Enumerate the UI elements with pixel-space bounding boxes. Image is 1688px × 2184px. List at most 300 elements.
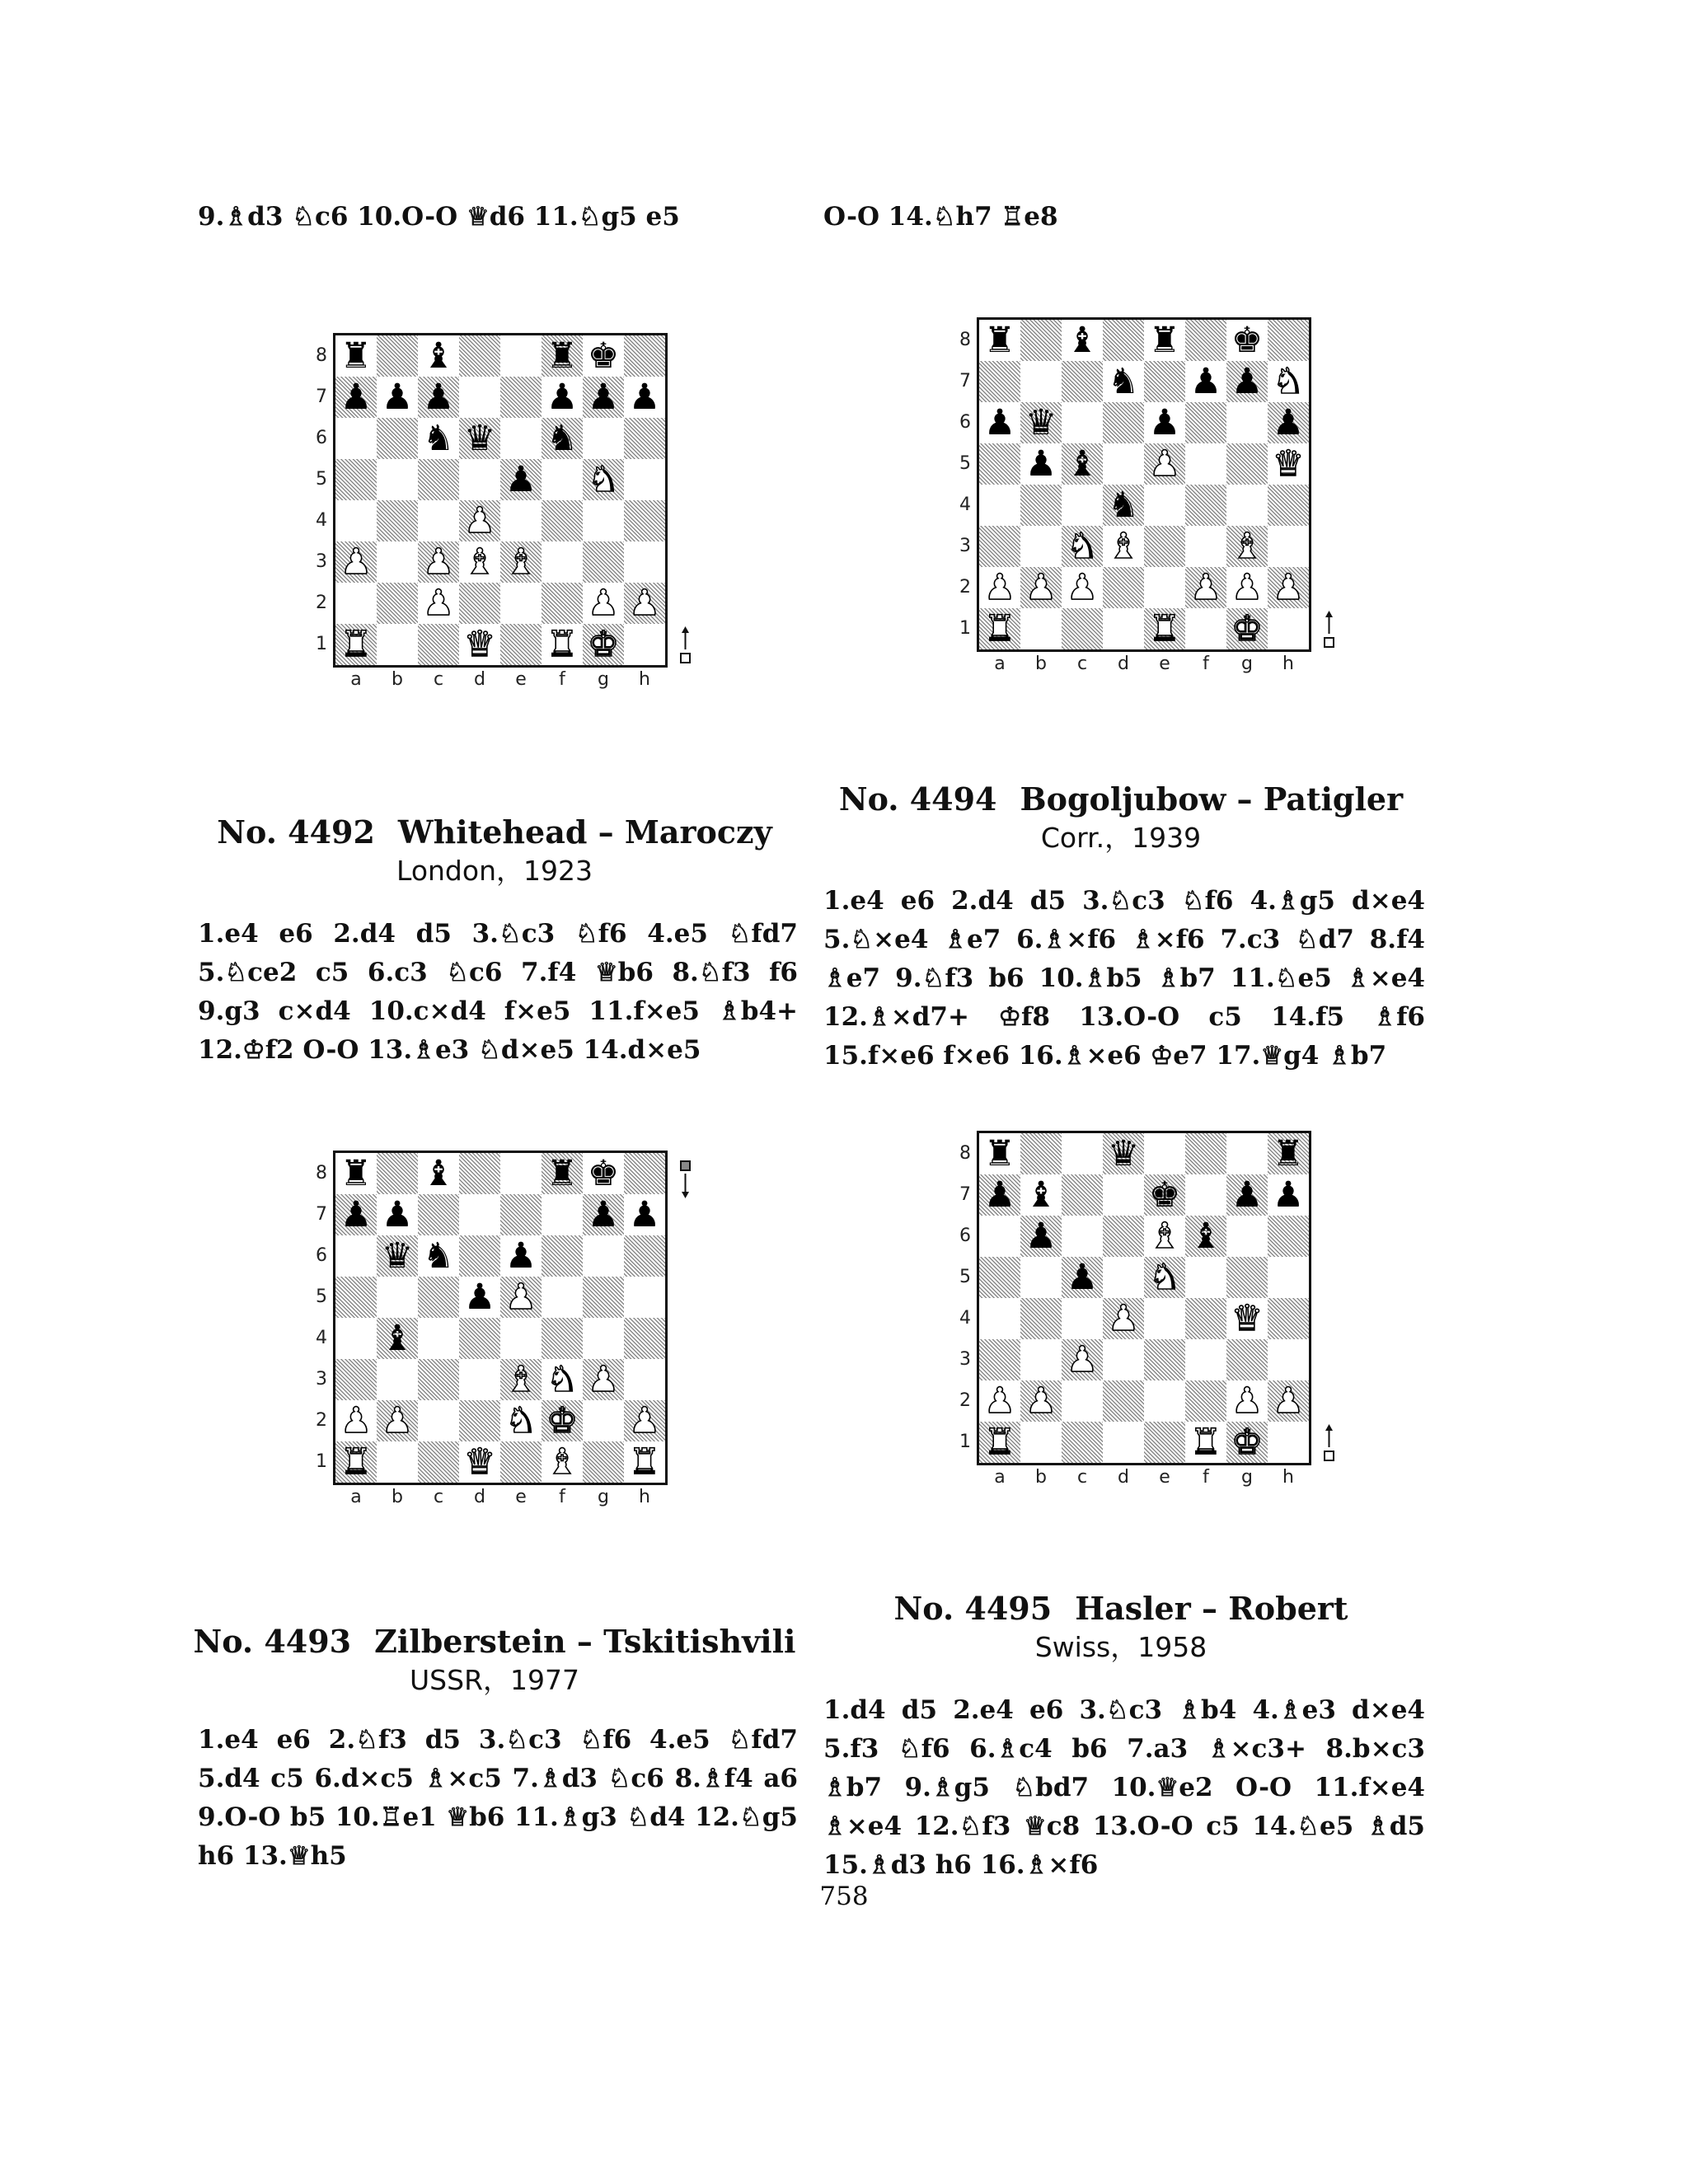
board-square-b5 (377, 459, 418, 500)
board-square-e7 (1144, 1174, 1185, 1216)
board-square-c8 (1062, 320, 1103, 361)
board-square-a3 (335, 1359, 377, 1400)
board-square-h6 (1268, 1216, 1309, 1257)
rank-label: 1 (316, 634, 327, 654)
game-title (808, 1589, 1434, 1629)
file-label: h (639, 1487, 650, 1507)
rank-label: 7 (316, 1204, 327, 1225)
white-pawn-icon: ♟ (1066, 1339, 1099, 1380)
board-square-c8 (418, 335, 459, 377)
rank-label: 8 (316, 345, 327, 366)
chess-board (333, 333, 668, 668)
white-pawn-icon: ♟ (1066, 567, 1099, 608)
board-square-a8 (335, 335, 377, 377)
file-label: b (392, 1487, 403, 1507)
board-square-b6 (377, 418, 418, 459)
board-square-f7 (1185, 361, 1226, 402)
page-number: 758 (819, 1882, 869, 1911)
board-square-b7 (1020, 1174, 1062, 1216)
white-to-move-icon (678, 626, 694, 664)
white-pawn-icon: ♟ (628, 583, 661, 624)
file-label: a (350, 1487, 362, 1507)
white-pawn-icon: ♟ (983, 567, 1016, 608)
game-moves: 1.d4 d5 2.e4 e6 3.♘c3 ♗b4 4.♗e3 d×e4 5.f3 ♘f6 6.♗c4 b6 7.a3 ♗×c3+ 8.b×c3 ♗b7 9.♗g5 ♘bd7 10.♕e2 O-O 11.f×e4 ♗×e4 12.♘f3 ♕c8 13.O-O c5 14.♘e5 ♗d5 15.♗d3 h6 16.♗×f6 (823, 1695, 1425, 1880)
board-square-c6 (418, 418, 459, 459)
board-square-g6 (1226, 1216, 1268, 1257)
board-square-a1 (335, 1441, 377, 1483)
black-pawn-icon: ♟ (340, 377, 373, 418)
board-square-b2 (1020, 1380, 1062, 1422)
board-square-g4 (1226, 485, 1268, 526)
black-pawn-icon: ♟ (1231, 1174, 1264, 1216)
white-pawn-icon: ♟ (587, 583, 620, 624)
board-square-a3 (979, 526, 1020, 567)
rank-label: 6 (959, 412, 971, 433)
board-square-f2 (542, 1400, 583, 1441)
board-square-a3 (979, 1339, 1020, 1380)
board-square-d8 (459, 335, 500, 377)
white-king-icon: ♚ (587, 624, 620, 665)
board-square-h7 (1268, 1174, 1309, 1216)
board-square-c7 (1062, 1174, 1103, 1216)
board-square-e6 (500, 418, 542, 459)
board-square-e6 (500, 1235, 542, 1277)
black-pawn-icon: ♟ (1189, 361, 1222, 402)
board-square-f5 (542, 1277, 583, 1318)
board-square-f3 (542, 1359, 583, 1400)
rank-label: 6 (316, 428, 327, 448)
black-pawn-icon: ♟ (422, 377, 455, 418)
black-pawn-icon: ♟ (1272, 402, 1305, 443)
black-knight-icon: ♞ (1107, 485, 1140, 526)
board-square-d6 (1103, 402, 1144, 443)
board-square-b1 (1020, 608, 1062, 649)
board-square-c8 (1062, 1133, 1103, 1174)
board-square-d8 (1103, 1133, 1144, 1174)
board-square-f1 (1185, 608, 1226, 649)
black-bishop-icon: ♝ (422, 1153, 455, 1194)
board-square-h3 (1268, 526, 1309, 567)
board-square-e2 (1144, 1380, 1185, 1422)
file-label: a (994, 654, 1006, 674)
white-bishop-icon: ♝ (1148, 1216, 1181, 1257)
game-title (181, 813, 808, 852)
board-square-d2 (1103, 1380, 1144, 1422)
board-square-e5 (500, 1277, 542, 1318)
white-pawn-icon: ♟ (1107, 1298, 1140, 1339)
white-rook-icon: ♜ (628, 1441, 661, 1483)
board-square-e1 (1144, 1422, 1185, 1463)
black-pawn-icon: ♟ (628, 377, 661, 418)
board-square-c1 (418, 1441, 459, 1483)
black-king-icon: ♚ (587, 1153, 620, 1194)
white-pawn-icon: ♟ (340, 1400, 373, 1441)
white-rook-icon: ♜ (983, 1422, 1016, 1463)
rank-label: 4 (316, 510, 327, 531)
rank-label: 1 (959, 618, 971, 639)
board-square-g6 (583, 1235, 624, 1277)
board-square-h1 (1268, 608, 1309, 649)
rank-label: 2 (316, 1410, 327, 1431)
white-pawn-icon: ♟ (1272, 567, 1305, 608)
rank-label: 4 (959, 1308, 971, 1329)
board-square-a8 (979, 320, 1020, 361)
board-square-h3 (1268, 1339, 1309, 1380)
board-square-a7 (335, 377, 377, 418)
board-square-f7 (542, 377, 583, 418)
game-players: Hasler – Robert (1075, 1590, 1348, 1627)
board-square-f1 (542, 624, 583, 665)
game-title (181, 1622, 808, 1661)
black-bishop-icon: ♝ (422, 335, 455, 377)
board-square-h3 (624, 541, 665, 583)
white-queen-icon: ♛ (463, 1441, 496, 1483)
black-pawn-icon: ♟ (1066, 1257, 1099, 1298)
board-square-g4 (583, 1318, 624, 1359)
continuation-right: O-O 14.♘h7 ♖e8 (823, 202, 1058, 232)
board-square-a8 (979, 1133, 1020, 1174)
board-square-g4 (583, 500, 624, 541)
board-square-d4 (1103, 485, 1144, 526)
black-rook-icon: ♜ (340, 1153, 373, 1194)
board-square-e1 (1144, 608, 1185, 649)
file-label: b (1035, 1467, 1047, 1488)
rank-label: 6 (959, 1226, 971, 1246)
board-square-c1 (418, 624, 459, 665)
rank-label: 6 (316, 1245, 327, 1266)
board-square-d4 (1103, 1298, 1144, 1339)
board-square-c4 (1062, 485, 1103, 526)
board-square-e3 (1144, 526, 1185, 567)
board-square-d3 (1103, 1339, 1144, 1380)
file-label: g (598, 1487, 609, 1507)
chess-diagram (957, 317, 1344, 678)
continuation-left: 9.♗d3 ♘c6 10.O-O ♕d6 11.♘g5 e5 (198, 202, 680, 232)
white-to-move-icon (1321, 1424, 1338, 1462)
board-square-a1 (335, 624, 377, 665)
board-square-h3 (624, 1359, 665, 1400)
board-square-h2 (624, 1400, 665, 1441)
rank-label: 5 (959, 1267, 971, 1287)
white-king-icon: ♚ (546, 1400, 579, 1441)
black-pawn-icon: ♟ (587, 377, 620, 418)
file-label: b (392, 669, 403, 690)
black-pawn-icon: ♟ (1231, 361, 1264, 402)
board-square-b2 (1020, 567, 1062, 608)
white-bishop-icon: ♝ (504, 1359, 537, 1400)
black-knight-icon: ♞ (546, 418, 579, 459)
board-square-d5 (1103, 1257, 1144, 1298)
rank-label: 7 (959, 371, 971, 391)
white-knight-icon: ♞ (1272, 361, 1305, 402)
white-pawn-icon: ♟ (1025, 1380, 1057, 1422)
black-rook-icon: ♜ (546, 335, 579, 377)
white-knight-icon: ♞ (587, 459, 620, 500)
rank-label: 5 (316, 469, 327, 490)
board-square-c1 (1062, 608, 1103, 649)
file-label: d (474, 669, 485, 690)
board-square-g3 (1226, 1339, 1268, 1380)
board-square-f2 (1185, 567, 1226, 608)
board-square-f1 (542, 1441, 583, 1483)
board-square-d6 (459, 418, 500, 459)
game-event: Swiss，1958 (1034, 1631, 1207, 1663)
rank-label: 8 (959, 1143, 971, 1164)
board-square-d2 (459, 583, 500, 624)
board-square-c4 (1062, 1298, 1103, 1339)
board-square-g1 (583, 624, 624, 665)
rank-label: 2 (316, 593, 327, 613)
black-bishop-icon: ♝ (1066, 443, 1099, 485)
board-square-g2 (583, 583, 624, 624)
board-square-d6 (1103, 1216, 1144, 1257)
white-pawn-icon: ♟ (1272, 1380, 1305, 1422)
board-square-f5 (1185, 443, 1226, 485)
white-rook-icon: ♜ (1148, 608, 1181, 649)
board-square-f5 (1185, 1257, 1226, 1298)
board-square-h7 (624, 1194, 665, 1235)
rank-label: 3 (316, 1369, 327, 1390)
board-square-f4 (542, 500, 583, 541)
board-square-h4 (624, 500, 665, 541)
board-square-d5 (459, 459, 500, 500)
board-square-b4 (1020, 1298, 1062, 1339)
board-square-h1 (1268, 1422, 1309, 1463)
board-square-g7 (1226, 361, 1268, 402)
board-square-d8 (459, 1153, 500, 1194)
board-square-a7 (979, 1174, 1020, 1216)
board-square-c5 (1062, 443, 1103, 485)
board-square-d7 (1103, 361, 1144, 402)
game-number: No. 4492 (217, 813, 375, 851)
black-king-icon: ♚ (1148, 1174, 1181, 1216)
board-square-b4 (377, 1318, 418, 1359)
board-square-f8 (1185, 320, 1226, 361)
board-square-a4 (335, 500, 377, 541)
rank-label: 5 (316, 1286, 327, 1307)
file-label: d (1118, 654, 1129, 674)
board-square-f8 (1185, 1133, 1226, 1174)
file-label: g (598, 669, 609, 690)
board-square-g7 (583, 377, 624, 418)
board-square-e6 (1144, 1216, 1185, 1257)
board-square-f4 (1185, 1298, 1226, 1339)
white-bishop-icon: ♝ (1107, 526, 1140, 567)
white-pawn-icon: ♟ (1231, 1380, 1264, 1422)
black-pawn-icon: ♟ (546, 377, 579, 418)
black-rook-icon: ♜ (983, 1133, 1016, 1174)
white-queen-icon: ♛ (1231, 1298, 1264, 1339)
board-square-g7 (583, 1194, 624, 1235)
board-square-g7 (1226, 1174, 1268, 1216)
black-pawn-icon: ♟ (340, 1194, 373, 1235)
board-square-b8 (377, 335, 418, 377)
board-square-d3 (459, 1359, 500, 1400)
rank-label: 3 (959, 1349, 971, 1370)
chess-diagram (313, 333, 701, 694)
file-label: c (1076, 1467, 1088, 1488)
board-square-a2 (335, 1400, 377, 1441)
board-square-g5 (583, 459, 624, 500)
black-rook-icon: ♜ (1272, 1133, 1305, 1174)
board-square-d3 (459, 541, 500, 583)
black-knight-icon: ♞ (422, 1235, 455, 1277)
black-pawn-icon: ♟ (463, 1277, 496, 1318)
board-square-c5 (418, 459, 459, 500)
board-square-c3 (1062, 1339, 1103, 1380)
board-square-f6 (542, 1235, 583, 1277)
board-square-h2 (1268, 567, 1309, 608)
white-pawn-icon: ♟ (463, 500, 496, 541)
board-square-e6 (1144, 402, 1185, 443)
board-square-d1 (1103, 1422, 1144, 1463)
board-square-c4 (418, 1318, 459, 1359)
board-square-g2 (1226, 567, 1268, 608)
board-square-h6 (1268, 402, 1309, 443)
board-square-h5 (1268, 443, 1309, 485)
board-square-e2 (500, 1400, 542, 1441)
board-square-b8 (377, 1153, 418, 1194)
white-bishop-icon: ♝ (463, 541, 496, 583)
black-to-move-icon (678, 1160, 694, 1198)
rank-label: 2 (959, 1390, 971, 1411)
board-square-h7 (1268, 361, 1309, 402)
board-square-h4 (1268, 1298, 1309, 1339)
black-rook-icon: ♜ (546, 1153, 579, 1194)
rank-label: 1 (959, 1432, 971, 1452)
board-square-b6 (1020, 1216, 1062, 1257)
board-square-g4 (1226, 1298, 1268, 1339)
board-square-f6 (542, 418, 583, 459)
white-pawn-icon: ♟ (1025, 567, 1057, 608)
board-square-a4 (335, 1318, 377, 1359)
board-square-d2 (459, 1400, 500, 1441)
game-header (808, 780, 1434, 857)
board-square-c6 (1062, 402, 1103, 443)
board-square-c6 (1062, 1216, 1103, 1257)
board-square-e2 (500, 583, 542, 624)
board-square-d7 (1103, 1174, 1144, 1216)
board-square-f4 (1185, 485, 1226, 526)
file-label: g (1241, 654, 1253, 674)
white-pawn-icon: ♟ (381, 1400, 414, 1441)
board-square-e4 (500, 500, 542, 541)
board-square-h1 (624, 624, 665, 665)
white-pawn-icon: ♟ (340, 541, 373, 583)
board-square-h8 (624, 1153, 665, 1194)
board-square-b5 (1020, 1257, 1062, 1298)
white-pawn-icon: ♟ (1189, 567, 1222, 608)
board-square-a2 (979, 1380, 1020, 1422)
board-square-c2 (1062, 567, 1103, 608)
white-rook-icon: ♜ (340, 1441, 373, 1483)
game-players: Zilberstein – Tskitishvili (374, 1623, 796, 1660)
board-square-e4 (500, 1318, 542, 1359)
board-square-e5 (1144, 1257, 1185, 1298)
board-square-c3 (1062, 526, 1103, 567)
black-king-icon: ♚ (587, 335, 620, 377)
chess-diagram (313, 1151, 701, 1511)
board-square-c7 (1062, 361, 1103, 402)
board-square-b7 (377, 1194, 418, 1235)
black-queen-icon: ♛ (463, 418, 496, 459)
board-square-f6 (1185, 1216, 1226, 1257)
board-square-d7 (459, 1194, 500, 1235)
file-label: d (1118, 1467, 1129, 1488)
board-square-g5 (583, 1277, 624, 1318)
board-square-h2 (1268, 1380, 1309, 1422)
board-square-f3 (1185, 1339, 1226, 1380)
board-square-c6 (418, 1235, 459, 1277)
board-square-d4 (459, 500, 500, 541)
board-square-e4 (1144, 485, 1185, 526)
board-square-h6 (624, 418, 665, 459)
black-bishop-icon: ♝ (1025, 1174, 1057, 1216)
game-header (181, 813, 808, 890)
board-square-d2 (1103, 567, 1144, 608)
board-square-e4 (1144, 1298, 1185, 1339)
chess-board (333, 1151, 668, 1485)
white-rook-icon: ♜ (546, 624, 579, 665)
board-square-c5 (1062, 1257, 1103, 1298)
white-bishop-icon: ♝ (1231, 526, 1264, 567)
file-label: e (515, 669, 527, 690)
black-rook-icon: ♜ (983, 320, 1016, 361)
board-square-a6 (335, 1235, 377, 1277)
board-square-d5 (1103, 443, 1144, 485)
board-square-a2 (335, 583, 377, 624)
white-rook-icon: ♜ (983, 608, 1016, 649)
board-square-b8 (1020, 320, 1062, 361)
game-moves: 1.e4 e6 2.d4 d5 3.♘c3 ♘f6 4.♗g5 d×e4 5.♘×e4 ♗e7 6.♗×f6 ♗×f6 7.c3 ♘d7 8.f4 ♗e7 9.♘f3 b6 10.♗b5 ♗b7 11.♘e5 ♗×e4 12.♗×d7+ ♔f8 13.O-O c5 14.f5 ♗f6 15.f×e6 f×e6 16.♗×e6 ♔e7 17.♕g4 ♗b7 (823, 886, 1425, 1071)
board-square-a6 (979, 402, 1020, 443)
board-square-a5 (979, 1257, 1020, 1298)
board-square-b1 (1020, 1422, 1062, 1463)
board-square-g3 (1226, 526, 1268, 567)
black-bishop-icon: ♝ (381, 1318, 414, 1359)
board-square-h5 (1268, 1257, 1309, 1298)
white-bishop-icon: ♝ (546, 1441, 579, 1483)
board-square-e1 (500, 624, 542, 665)
black-pawn-icon: ♟ (504, 1235, 537, 1277)
board-square-b3 (377, 541, 418, 583)
white-bishop-icon: ♝ (504, 541, 537, 583)
board-square-d1 (459, 624, 500, 665)
rank-label: 3 (959, 536, 971, 556)
board-square-d4 (459, 1318, 500, 1359)
game-title (808, 780, 1434, 819)
black-queen-icon: ♛ (1025, 402, 1057, 443)
game-number: No. 4495 (893, 1590, 1053, 1627)
game-event: London，1923 (396, 855, 593, 887)
board-square-a3 (335, 541, 377, 583)
board-square-h6 (624, 1235, 665, 1277)
board-square-f2 (1185, 1380, 1226, 1422)
board-square-f1 (1185, 1422, 1226, 1463)
black-pawn-icon: ♟ (1025, 443, 1057, 485)
board-square-c7 (418, 377, 459, 418)
white-rook-icon: ♜ (340, 624, 373, 665)
game-number: No. 4494 (838, 780, 997, 818)
board-square-f3 (542, 541, 583, 583)
board-square-e8 (500, 1153, 542, 1194)
board-square-e3 (500, 541, 542, 583)
game-header (181, 1622, 808, 1699)
board-square-d6 (459, 1235, 500, 1277)
white-king-icon: ♚ (1231, 608, 1264, 649)
board-square-h5 (624, 459, 665, 500)
rank-label: 5 (959, 453, 971, 474)
